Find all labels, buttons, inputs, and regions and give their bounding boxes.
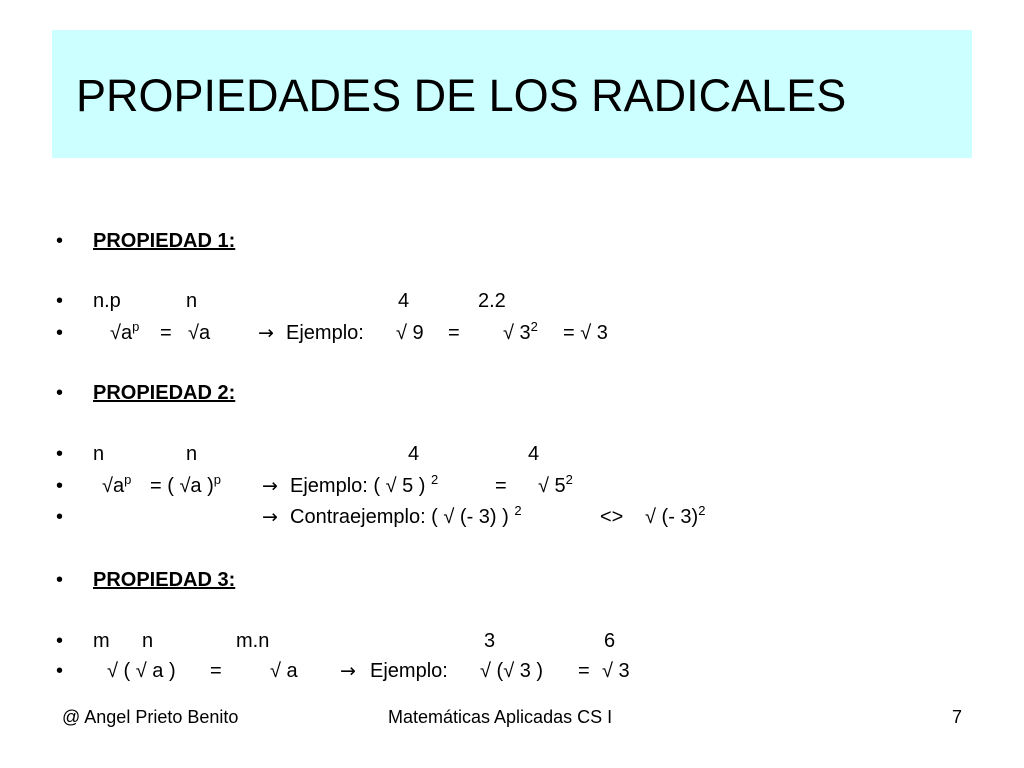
prop2-counter-root: √ (- 3)$^2$: [645, 503, 706, 528]
bullet: •: [56, 290, 64, 312]
prop1-example-equals: =: [448, 322, 460, 344]
prop1-equals: =: [160, 322, 172, 344]
arrow-icon: →: [258, 322, 274, 344]
prop2-index-n2: n: [186, 443, 198, 465]
prop1-example-root9: √ 9: [396, 322, 424, 344]
prop3-example-equals: =: [578, 660, 590, 682]
bullet: •: [56, 475, 64, 497]
prop1-example-result: = √ 3: [563, 322, 608, 344]
prop1-index-22: 2.2: [478, 290, 506, 312]
prop3-index-3: 3: [484, 630, 496, 652]
prop3-example-label: Ejemplo:: [370, 660, 448, 682]
prop3-root-a: √ a: [270, 660, 298, 682]
prop2-not-equal: <>: [600, 506, 624, 528]
prop3-heading-line: [0, 565, 1024, 595]
prop1-root-a: √a: [188, 322, 211, 344]
prop2-heading-line: [0, 378, 1024, 408]
prop2-index-line: [0, 439, 1024, 469]
arrow-icon: →: [340, 660, 356, 682]
prop1-example-root32: √ $3^2$: [503, 319, 538, 344]
slide-title: PROPIEDADES DE LOS RADICALES: [76, 70, 847, 121]
prop3-index-m: m: [93, 630, 110, 652]
prop1-root-ap: $√a^p$: [110, 319, 140, 344]
prop1-formula-line: [0, 318, 1024, 348]
prop3-nested-root: √ ( √ a ): [107, 660, 176, 682]
bullet: •: [56, 230, 64, 252]
prop3-index-mn: m.n: [236, 630, 270, 652]
footer-course: Matemáticas Aplicadas CS I: [388, 707, 613, 727]
prop3-equals: =: [210, 660, 222, 682]
bullet: •: [56, 443, 64, 465]
prop1-example-label: Ejemplo:: [286, 322, 364, 344]
prop2-counter-line: [0, 502, 1024, 532]
prop3-index-n: n: [142, 630, 154, 652]
prop2-example: Ejemplo: ( √ 5 ) $^2$: [290, 472, 439, 497]
bullet: •: [56, 660, 64, 682]
prop1-index-line: [0, 286, 1024, 316]
prop3-index-line: [0, 626, 1024, 656]
prop2-counterexample: Contraejemplo: ( √ (- 3) ) $^2$: [290, 503, 522, 528]
bullet: •: [56, 569, 64, 591]
prop2-root-power: = ( √a )$^p$: [150, 472, 222, 497]
prop1-index-np: n.p: [93, 290, 121, 312]
prop2-example-equals: =: [495, 475, 507, 497]
prop1-heading-line: [0, 226, 1024, 256]
prop3-formula-line: [0, 656, 1024, 686]
bullet: •: [56, 382, 64, 404]
prop1-index-n: n: [186, 290, 198, 312]
prop2-root-ap: $√a^p$: [102, 472, 132, 497]
arrow-icon: →: [262, 475, 278, 497]
arrow-icon: →: [262, 506, 278, 528]
page-number: 7: [952, 707, 963, 727]
prop1-index-4: 4: [398, 290, 410, 312]
prop2-heading: PROPIEDAD 2:: [93, 382, 236, 404]
prop2-formula-line: [0, 471, 1024, 501]
prop2-example-root52: √ $5^2$: [538, 472, 573, 497]
footer-author: @ Angel Prieto Benito: [62, 707, 239, 727]
prop3-example-result: √ 3: [602, 660, 630, 682]
bullet: •: [56, 630, 64, 652]
prop3-heading: PROPIEDAD 3:: [93, 569, 236, 591]
bullet: •: [56, 322, 64, 344]
prop1-heading: PROPIEDAD 1:: [93, 230, 236, 252]
prop2-index-4b: 4: [528, 443, 540, 465]
bullet: •: [56, 506, 64, 528]
prop3-example-root: √ (√ 3 ): [480, 660, 544, 682]
prop2-index-4a: 4: [408, 443, 420, 465]
prop3-index-6: 6: [604, 630, 616, 652]
prop2-index-n1: n: [93, 443, 105, 465]
